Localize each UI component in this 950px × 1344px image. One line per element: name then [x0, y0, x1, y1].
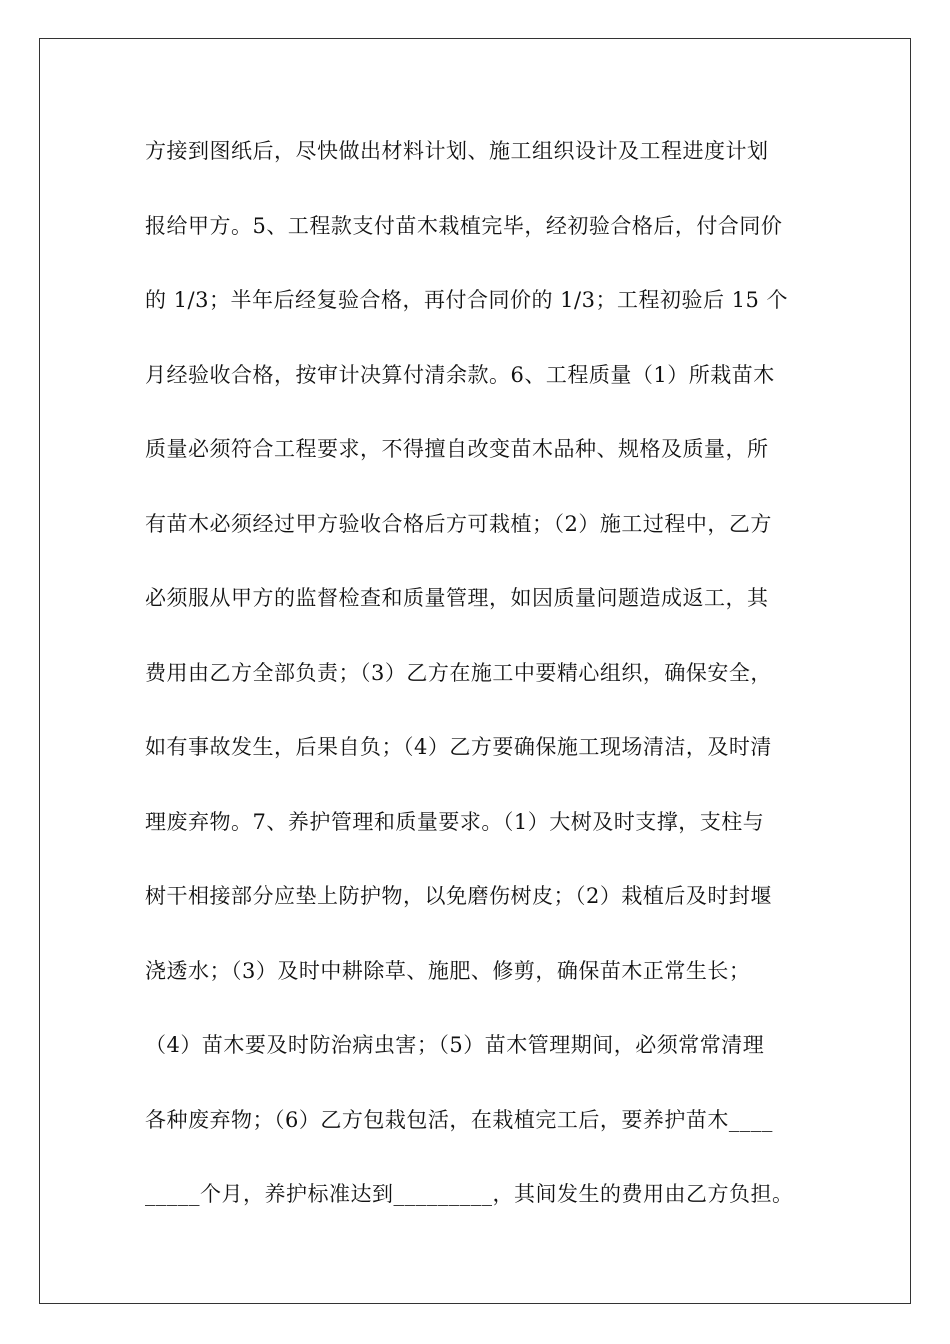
contract-text — [145, 129, 810, 1247]
text-line: _____个月，养护标准达到_________，其间发生的费用由乙方负担。 — [145, 1182, 794, 1206]
text-line: 树干相接部分应垫上防护物，以免磨伤树皮；（2）栽植后及时封堰 — [145, 884, 772, 908]
text-line: 报给甲方。5、工程款支付苗木栽植完毕，经初验合格后，付合同价 — [145, 213, 783, 238]
text-line: 有苗木必须经过甲方验收合格后方可栽植；（2）施工过程中，乙方 — [145, 511, 772, 536]
text-line: 的 1/3；半年后经复验合格，再付合同价的 1/3；工程初验后 15 个 — [145, 288, 789, 312]
text-line: （4）苗木要及时防治病虫害；（5）苗木管理期间，必须常常清理 — [145, 1033, 765, 1057]
text-line: 必须服从甲方的监督检查和质量管理，如因质量问题造成返工，其 — [145, 586, 769, 610]
text-line: 浇透水；（3）及时中耕除草、施肥、修剪，确保苗木正常生长； — [145, 958, 751, 983]
text-line: 费用由乙方全部负责；（3）乙方在施工中要精心组织，确保安全， — [145, 660, 772, 685]
text-line: 各种废弃物；（6）乙方包栽包活，在栽植完工后，要养护苗木____ — [145, 1107, 773, 1132]
text-line: 理废弃物。7、养护管理和质量要求。（1）大树及时支撑，支柱与 — [145, 809, 765, 834]
text-line: 月经验收合格，按审计决算付清余款。6、工程质量（1）所栽苗木 — [145, 362, 775, 387]
text-line: 质量必须符合工程要求，不得擅自改变苗木品种、规格及质量，所 — [145, 437, 769, 461]
text-line: 如有事故发生，后果自负；（4）乙方要确保施工现场清洁，及时清 — [145, 735, 772, 759]
text-line: 方接到图纸后，尽快做出材料计划、施工组织设计及工程进度计划 — [145, 139, 769, 163]
